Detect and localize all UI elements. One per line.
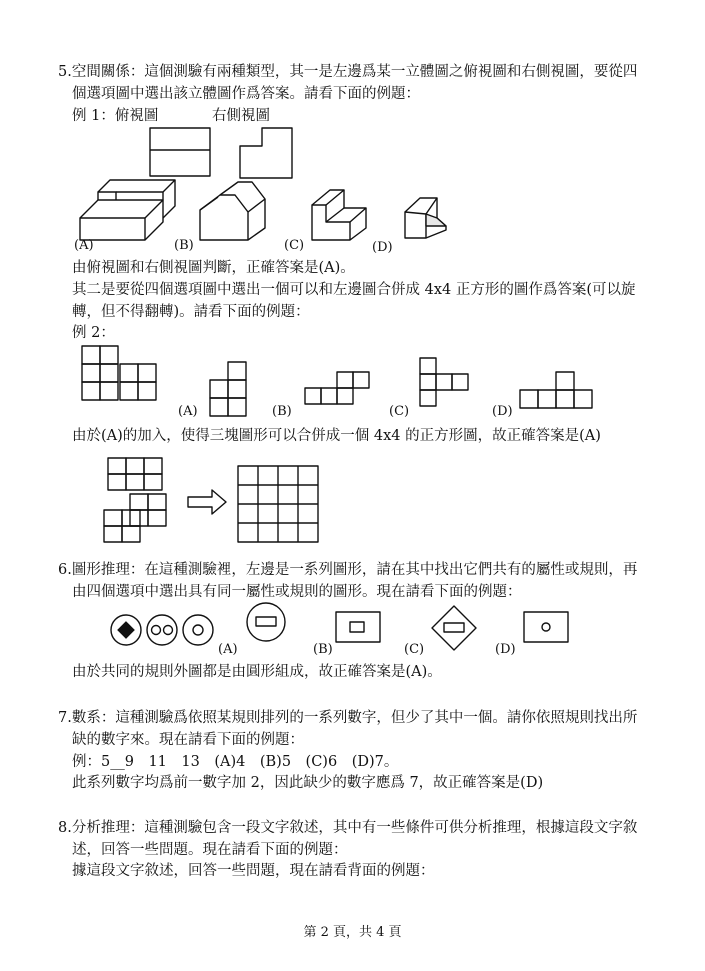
option-a-figure [247,603,285,641]
type2-line2: 轉，但不得翻轉)。請看下面的例題： [72,304,310,320]
sec8-line3: 據這段文字敘述，回答一些問題，現在請看背面的例題： [72,863,435,879]
page-footer: 第 2 頁，共 4 頁 [303,925,402,940]
sec6-option-b-label: (B) [313,642,333,657]
arrow-right-icon [188,490,226,514]
series-circle-diamond [111,615,141,645]
option-b-figure [336,612,380,642]
ex1-option-a-label: (A) [74,238,94,253]
sec6-option-a-label: (A) [218,642,238,657]
sec7-line2: 缺的數字來。現在請看下面的例題： [72,732,304,748]
ex2-option-c-label: (C) [389,404,410,419]
sec5-line1: 5.空間關係：這個測驗有兩種類型，其一是左邊爲某一立體圖之俯視圖和右側視圖，要從四 [58,64,638,80]
assembled-square [238,466,318,542]
ex1-option-d-label: (D) [372,240,393,255]
sec8-line2: 述，回答一些問題。現在請看下面的例題： [72,842,348,858]
side-view-label: 右側視圖 [212,108,270,124]
ex1-option-b-label: (B) [174,238,194,253]
top-view-figure [150,128,210,176]
sec7-example: 例：5__9 11 13 (A)4 (B)5 (C)6 (D)7。 [72,754,399,770]
example2-shape-right [120,364,156,400]
ex2-option-b-label: (B) [272,404,292,419]
option-d-solid [405,198,446,238]
answer1: 由俯視圖和右側視圖判斷，正確答案是(A)。 [72,260,355,276]
example2-label: 例 2： [72,325,115,341]
option-d-figure [524,612,568,642]
sec6-line1: 6.圖形推理：在這種測驗裡，左邊是一系列圖形，請在其中找出它們共有的屬性或規則，再 [58,562,638,578]
option-d-piece [520,372,592,408]
type2-line1: 其二是要從四個選項圖中選出一個可以和左邊圖合併成 4x4 正方形的圖作爲答案(可以旋 [72,282,636,298]
ex2-option-d-label: (D) [492,404,513,419]
sec6-answer: 由於共同的規則外圖都是由圓形組成，故正確答案是(A)。 [72,664,442,680]
ex2-option-a-label: (A) [178,404,198,419]
ex1-option-c-label: (C) [284,238,305,253]
sec8-line1: 8.分析推理：這種測驗包含一段文字敘述，其中有一些條件可供分析推理，根據這段文字敘 [58,820,638,836]
example1-label: 例 1：俯視圖 [72,108,159,124]
side-view-figure [240,128,292,178]
series-circle-double [147,615,177,645]
option-b-piece [305,372,369,404]
assembly-pieces [104,458,166,542]
example2-shape-left [82,346,118,400]
series-circle-ring [183,615,213,645]
option-c-figure [432,606,476,650]
option-a-piece [210,362,246,416]
sec7-line1: 7.數系：這種測驗爲依照某規則排列的一系列數字，但少了其中一個。請你依照規則找出所 [58,710,638,726]
option-c-piece [420,358,468,406]
sec6-option-d-label: (D) [495,642,516,657]
sec5-line2: 個選項圖中選出該立體圖作爲答案。請看下面的例題： [72,86,420,102]
option-b-solid [200,182,265,240]
answer2: 由於(A)的加入，使得三塊圖形可以合併成一個 4x4 的正方形圖，故正確答案是(A) [72,428,601,444]
sec6-option-c-label: (C) [404,642,425,657]
option-a-solid [80,180,175,240]
option-c-solid [312,190,366,240]
sec6-line2: 由四個選項中選出具有同一屬性或規則的圖形。現在請看下面的例題： [72,584,522,600]
sec7-answer: 此系列數字均爲前一數字加 2，因此缺少的數字應爲 7，故正確答案是(D) [72,775,544,791]
